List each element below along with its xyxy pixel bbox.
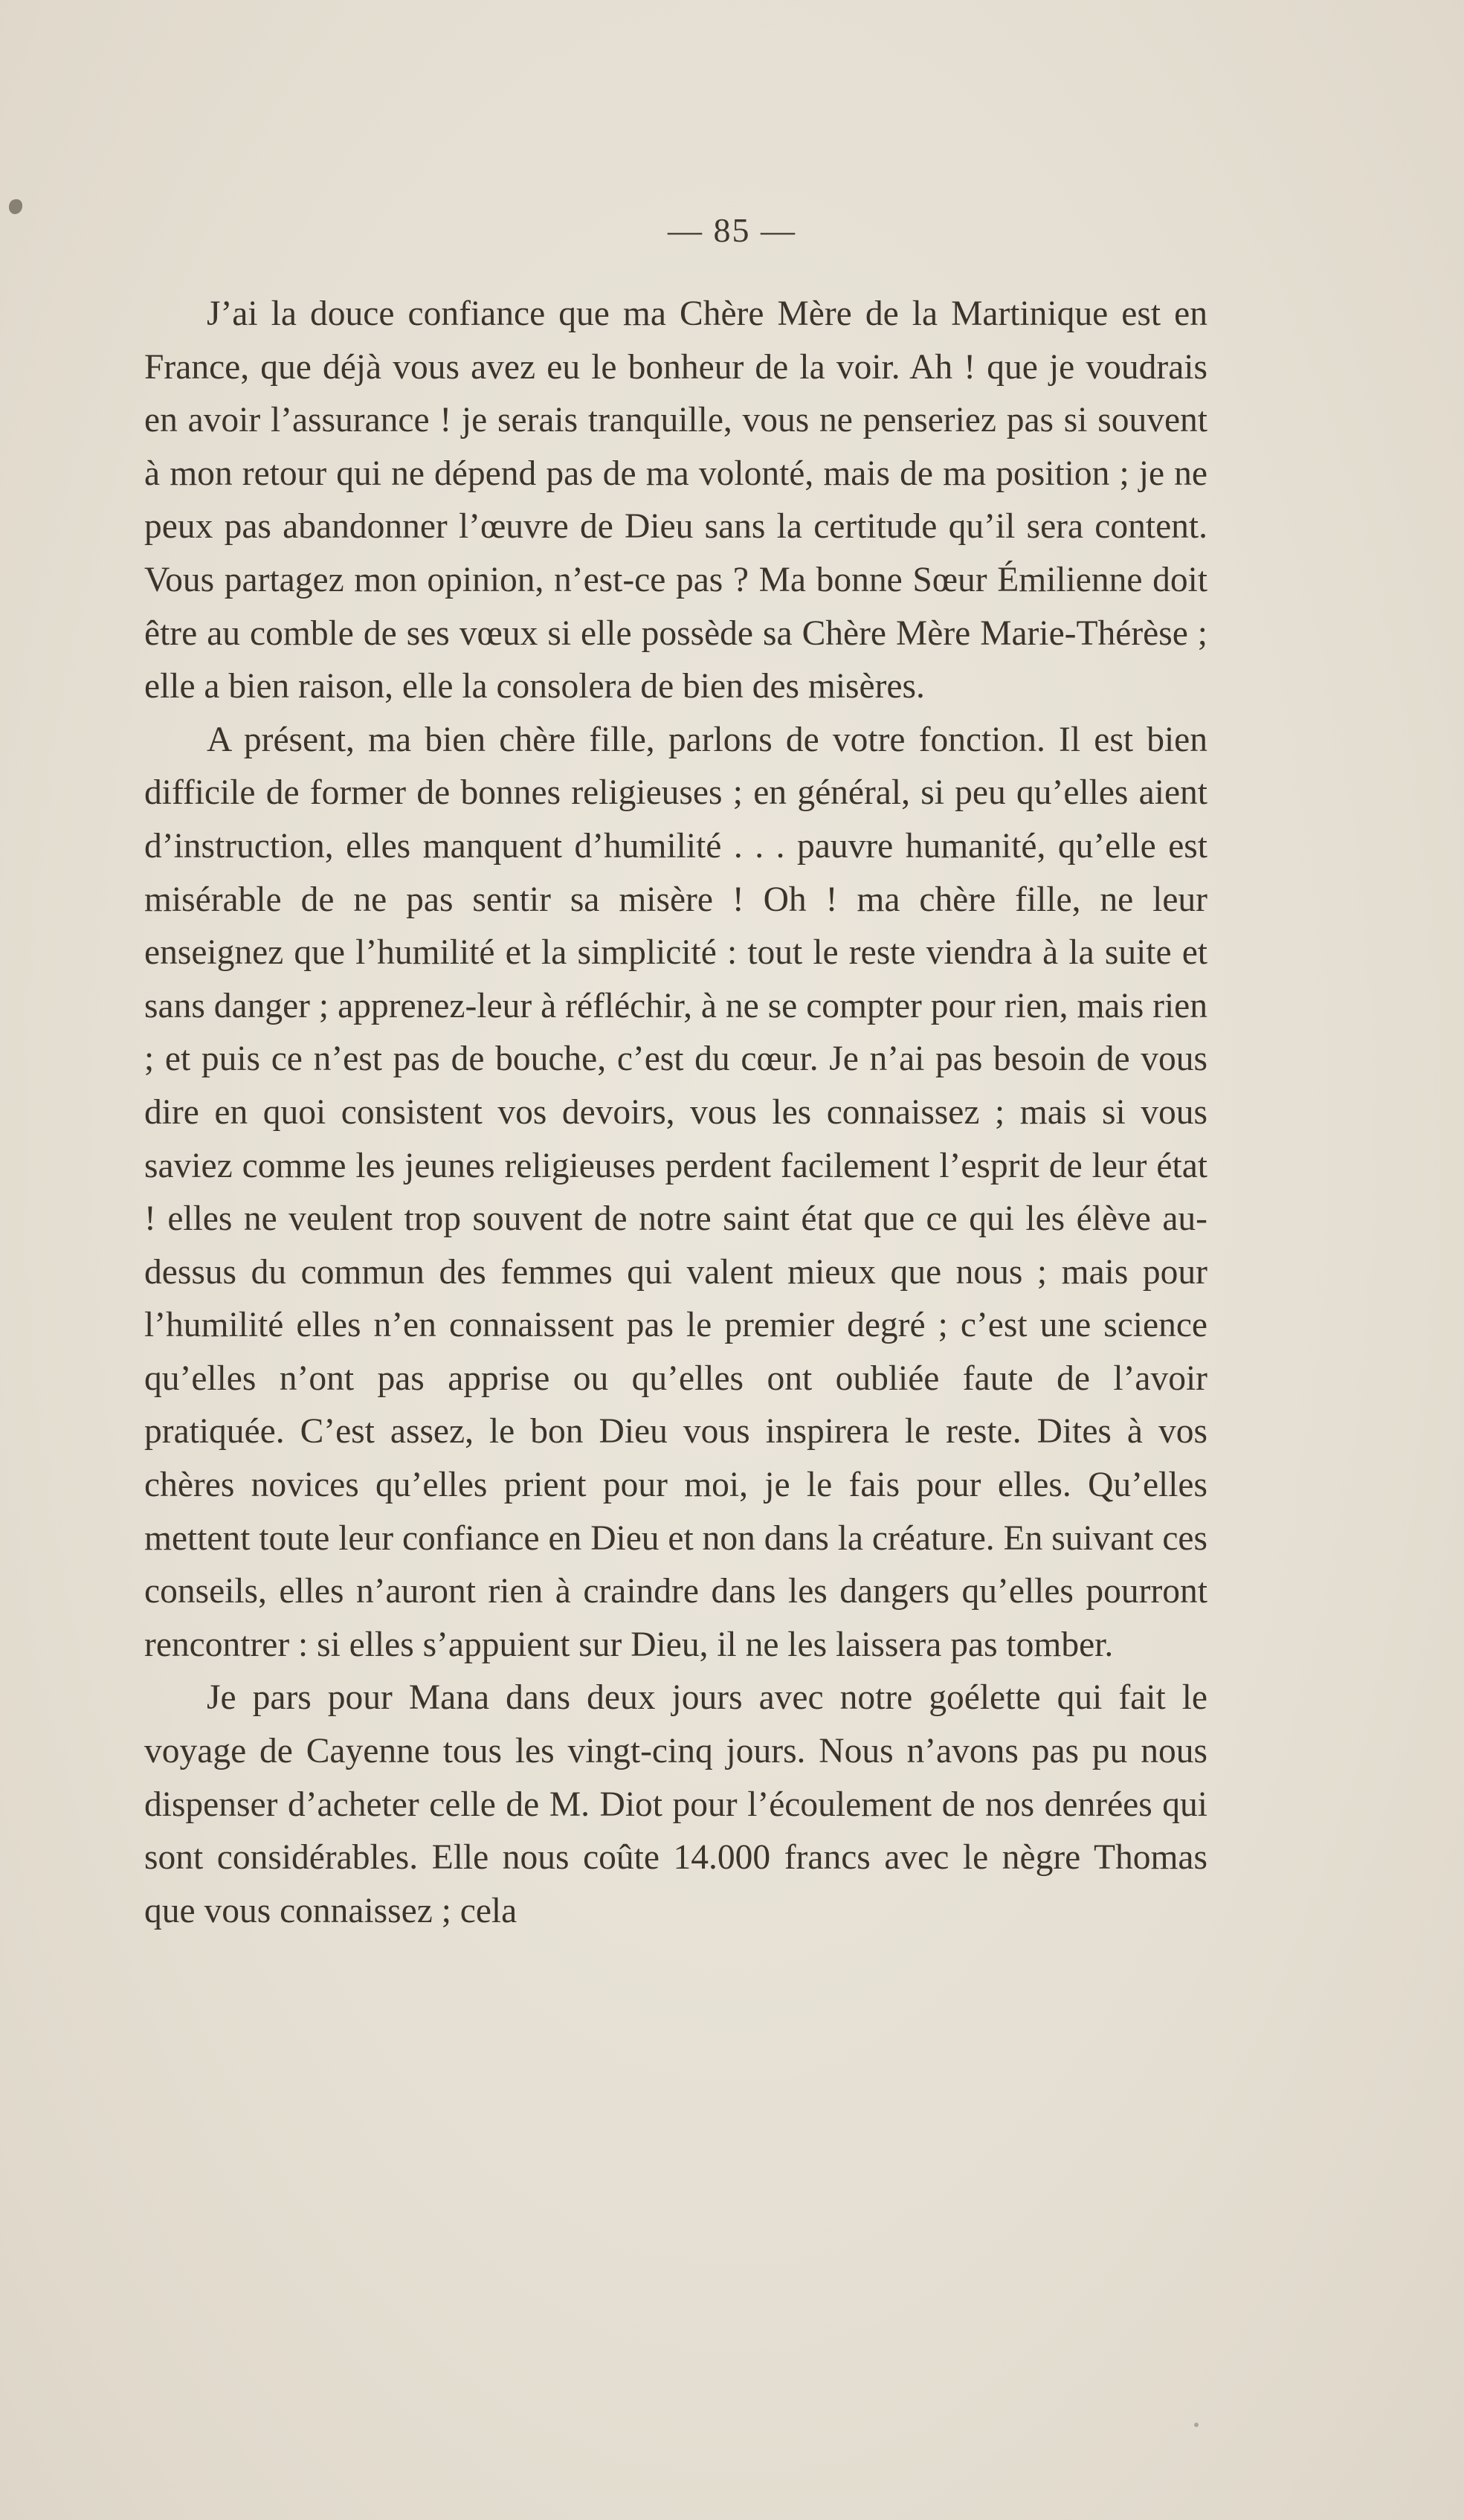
page-number: — 85 — bbox=[668, 211, 796, 249]
paper-mark bbox=[1194, 2423, 1199, 2427]
page-body bbox=[144, 288, 1207, 1938]
paragraph-1: J’ai la douce confiance que ma Chère Mère de la Martinique est en France, que déjà vous avez eu le bonheur de la voir. Ah ! que je voudrais en avoir l’assurance ! je serais tranquille, vous ne penseriez pas si souvent à mon retour qui ne dépend pas de ma volonté, mais de ma position ; je ne peux pas abandonner l’œuvre de Dieu sans la certitude qu’il sera content. Vous partagez mon opinion, n’est-ce pas ? Ma bonne Sœur Émilienne doit être au comble de ses vœux si elle possède sa Chère Mère Marie-Thérèse ; elle a bien raison, elle la consolera de bien des misères. bbox=[144, 294, 1207, 706]
paragraph-2: A présent, ma bien chère fille, parlons de votre fonction. Il est bien difficile de former de bonnes religieuses ; en général, si peu qu’elles aient d’instruction, elles manquent d’humilité . . . pauvre humanité, qu’elle est misérable de ne pas sentir sa misère ! Oh ! ma chère fille, ne leur enseignez que l’humilité et la simplicité : tout le reste viendra à la suite et sans danger ; apprenez-leur à réfléchir, à ne se compter pour rien, mais rien ; et puis ce n’est pas de bouche, c’est du cœur. Je n’ai pas besoin de vous dire en quoi consistent vos devoirs, vous les connaissez ; mais si vous saviez comme les jeunes religieuses perdent facilement l’esprit de leur état ! elles ne veulent trop souvent de notre saint état que ce qui les élève au-dessus du commun des femmes qui valent mieux que nous ; mais pour l’humilité elles n’en connaissent pas le premier degré ; c’est une science qu’elles n’ont pas apprise ou qu’elles ont oubliée faute de l’avoir pratiquée. C’est assez, le bon Dieu vous inspirera le reste. Dites à vos chères novices qu’elles prient pour moi, je le fais pour elles. Qu’elles mettent toute leur confiance en Dieu et non dans la créature. En suivant ces conseils, elles n’auront rien à craindre dans les dangers qu’elles pourront rencontrer : si elles s’appuient sur Dieu, il ne les laissera pas tomber. bbox=[144, 720, 1207, 1664]
paragraph-3: Je pars pour Mana dans deux jours avec notre goélette qui fait le voyage de Cayenne tous les vingt-cinq jours. Nous n’avons pas pu nous dispenser d’acheter celle de M. Diot pour l’écoulement de nos denrées qui sont considérables. Elle nous coûte 14.000 francs avec le nègre Thomas que vous connaissez ; cela bbox=[144, 1678, 1207, 1930]
